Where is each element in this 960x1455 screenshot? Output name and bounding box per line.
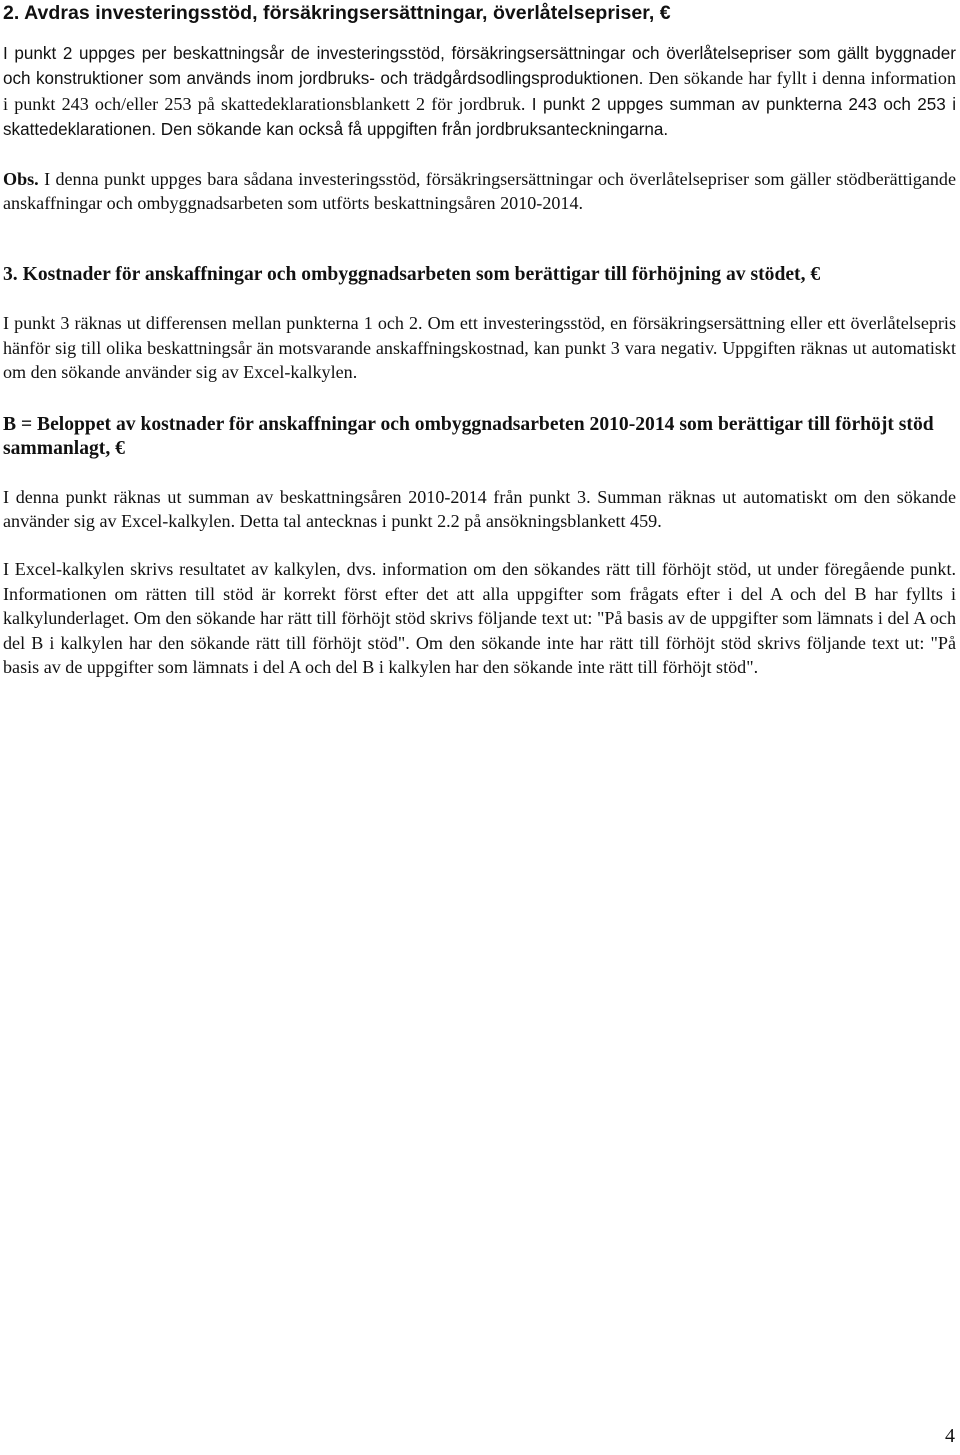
- section-2-text-a: I punkt 2 uppges per beskattningsår de investeringsstöd, försäkringsersättningar och överlåtelsepriser som gällt byggnader och konstruktioner som används inom jordbruks- och trädgårdsodlingsproduktionen.: [3, 44, 956, 89]
- obs-paragraph: [3, 167, 956, 216]
- section-2-text-c: I punkt 2 uppges summan av punkterna 243 och 253 i skattedeklarationen. Den sökande kan också få uppgiften från jordbruksanteckningarna.: [3, 94, 957, 140]
- obs-label: Obs.: [3, 168, 39, 189]
- section-2-text-b: Den sökande har fyllt i denna information i punkt 243 och/eller 253 på skattedeklarationsblankett 2 för jordbruk.: [3, 68, 956, 114]
- section-2-paragraph: [3, 41, 956, 143]
- document-page: [3, 0, 956, 680]
- section-b-paragraph-1: I denna punkt räknas ut summan av beskattningsåren 2010-2014 från punkt 3. Summan räknas ut automatiskt om den sökande använder sig av Excel-kalkylen. Detta tal antecknas i punkt 2.2 på ansökningsblankett 459.: [3, 486, 956, 532]
- section-b-heading: B = Beloppet av kostnader för anskaffningar och ombyggnadsarbeten 2010-2014 som berättigar till förhöjt stöd sammanlagt, €: [3, 413, 934, 459]
- section-3-text-a: I punkt 3 räknas ut differensen mellan punkterna 1 och 2.: [3, 313, 423, 334]
- page-number: 4: [945, 1425, 955, 1447]
- section-2-heading: 2. Avdras investeringsstöd, försäkringsersättningar, överlåtelsepriser, €: [3, 2, 671, 24]
- section-3-paragraph: [3, 311, 956, 384]
- obs-text: I denna punkt uppges bara sådana investeringsstöd, försäkringsersättningar och överlåtelsepriser som gäller stödberättigande anskaffningar och ombyggnadsarbeten som utförts beskattningsåren 2010-2014.: [3, 168, 956, 214]
- section-3-heading: 3. Kostnader för anskaffningar och ombyggnadsarbeten som berättigar till förhöjning av stödet, €: [3, 264, 821, 286]
- section-b-paragraph-2: I Excel-kalkylen skrivs resultatet av kalkylen, dvs. information om den sökandes rätt till förhöjt stöd, ut under föregående punkt. Informationen om rätten till stöd är korrekt först efter det att alla uppgifter som frågats efter i del A och del B har fyllts i kalkylunderlaget. Om den sökande har rätt till förhöjt stöd skrivs följande text ut: "På basis av de uppgifter som lämnats i del A och del B i kalkylen har den sökande rätt till förhöjt stöd". Om den sökande inte har rätt till förhöjt stöd skrivs följande text ut: "På basis av de uppgifter som lämnats i del A och del B i kalkylen har den sökande inte rätt till förhöjt stöd".: [3, 559, 956, 678]
- section-3-text-b: Om ett investeringsstöd, en försäkringsersättning eller ett överlåtelsepris hänför sig till olika beskattningsår än motsvarande anskaffningskostnad, kan punkt 3 vara negativ. Uppgiften räknas ut automatiskt om den sökande använder sig av Excel-kalkylen.: [3, 313, 956, 383]
